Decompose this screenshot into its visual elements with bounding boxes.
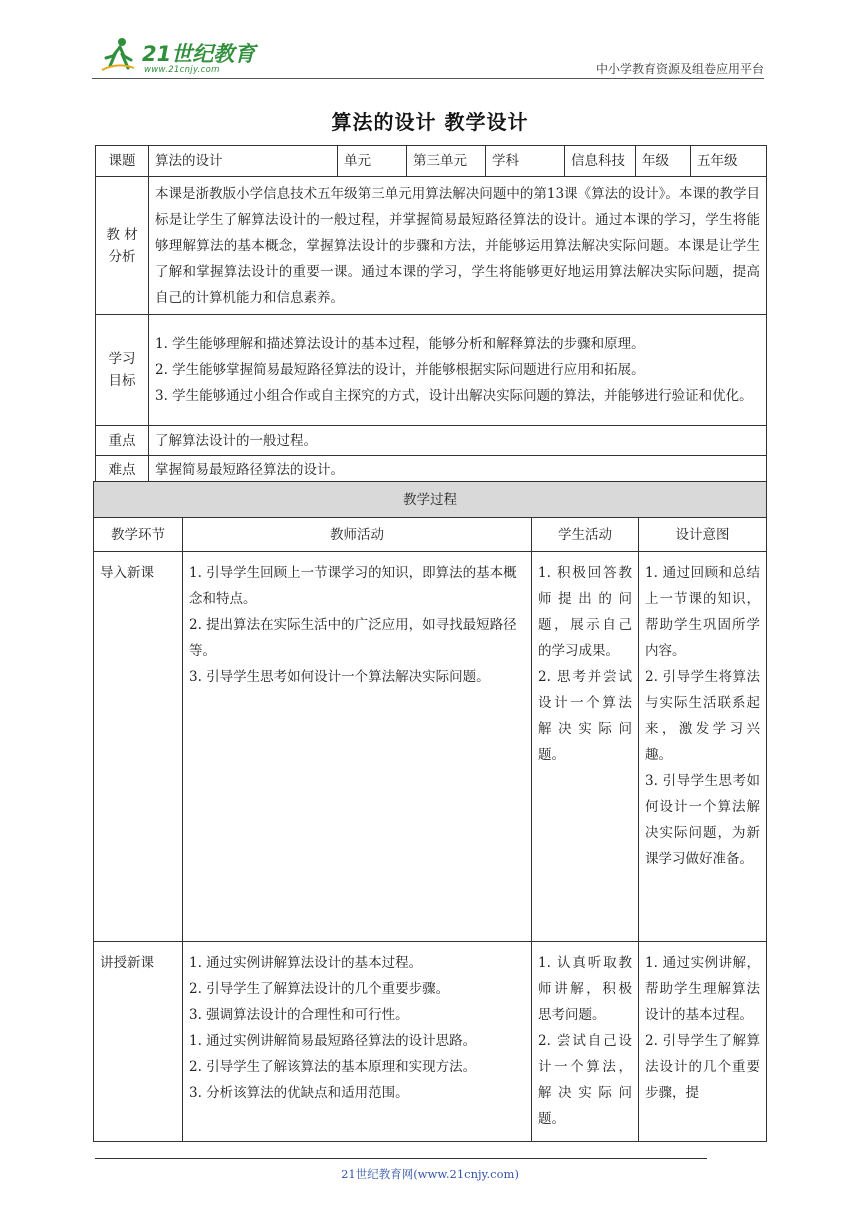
runner-logo-icon (100, 36, 136, 72)
student-item: 1. 认真听取教师讲解，积极思考问题。 (538, 955, 632, 1023)
teacher-item: 1. 通过实例讲解算法设计的基本过程。 (189, 955, 423, 971)
course-info-table (95, 145, 767, 485)
intent-item: 1. 通过回顾和总结上一节课的知识，帮助学生巩固所学内容。 (645, 565, 760, 659)
header-stage: 教学环节 (94, 518, 183, 552)
header-teacher: 教师活动 (183, 518, 532, 552)
grade-label: 年级 (636, 146, 691, 177)
student-item: 1. 积极回答教师提出的问题，展示自己的学习成果。 (538, 565, 632, 659)
analysis-text: 本课是浙教版小学信息技术五年级第三单元用算法解决问题中的第13课《算法的设计》。本课的教学目标是让学生了解算法设计的一般过程，并掌握简易最短路径算法的设计。通过本课的学习，学生将能够理解算法的基本概念，掌握算法设计的步骤和方法，并能够运用算法解决实际问题。本课是让学生了解和掌握算法设计的重要一课。通过本课的学习，学生将能够更好地运用算法解决实际问题，提高自己的计算机能力和信息素养。 (149, 177, 767, 315)
key-point-label: 重点 (96, 426, 149, 456)
stage-cell: 讲授新课 (94, 942, 183, 1142)
teacher-item: 3. 强调算法设计的合理性和可行性。 (189, 1007, 409, 1023)
goal-item: 2. 学生能够掌握简易最短路径算法的设计，并能够根据实际问题进行应用和拓展。 (155, 362, 645, 378)
student-item: 2. 思考并尝试设计一个算法解决实际问题。 (538, 669, 632, 763)
platform-name: 中小学教育资源及组卷应用平台 (595, 62, 764, 76)
footer-divider (95, 1158, 707, 1159)
page-header (92, 34, 764, 78)
page-title: 算法的设计 教学设计 (331, 110, 529, 134)
stage-cell: 导入新课 (94, 552, 183, 942)
student-cell (532, 942, 639, 1142)
process-table (93, 481, 767, 1142)
table-row (94, 552, 767, 942)
logo-text: 21世纪教育 (142, 42, 256, 66)
teacher-item: 1. 通过实例讲解简易最短路径算法的设计思路。 (189, 1033, 477, 1049)
key-point-text: 了解算法设计的一般过程。 (149, 426, 767, 456)
site-logo[interactable] (92, 34, 292, 78)
teacher-item: 3. 引导学生思考如何设计一个算法解决实际问题。 (189, 669, 490, 685)
goal-item: 1. 学生能够理解和描述算法设计的基本过程，能够分析和解释算法的步骤和原理。 (155, 336, 645, 352)
subject-value: 信息科技 (565, 146, 636, 177)
header-divider (92, 78, 764, 79)
table-row (94, 942, 767, 1142)
teacher-item: 2. 提出算法在实际生活中的广泛应用，如寻找最短路径等。 (189, 617, 517, 659)
course-label: 课题 (96, 146, 149, 177)
process-band: 教学过程 (94, 482, 767, 518)
header-student: 学生活动 (532, 518, 639, 552)
goals-label: 学习 目标 (96, 315, 149, 426)
student-item: 2. 尝试自己设计一个算法，解决实际问题。 (538, 1033, 632, 1127)
student-cell (532, 552, 639, 942)
teacher-item: 3. 分析该算法的优缺点和适用范围。 (189, 1085, 409, 1101)
teacher-cell (183, 552, 532, 942)
intent-item: 3. 引导学生思考如何设计一个算法解决实际问题，为新课学习做好准备。 (645, 773, 760, 867)
intent-item: 2. 引导学生将算法与实际生活联系起来，激发学习兴趣。 (645, 669, 760, 763)
goals-list (149, 315, 767, 426)
teacher-cell (183, 942, 532, 1142)
difficulty-label: 难点 (96, 456, 149, 485)
teacher-item: 2. 引导学生了解该算法的基本原理和实现方法。 (189, 1059, 477, 1075)
grade-value: 五年级 (691, 146, 767, 177)
logo-url: www.21cnjy.com (144, 65, 220, 75)
intent-item: 2. 引导学生了解算法设计的几个重要步骤，提 (645, 1033, 760, 1101)
unit-value: 第三单元 (407, 146, 486, 177)
analysis-label: 教 材 分析 (96, 177, 149, 315)
teacher-item: 1. 引导学生回顾上一节课学习的知识，即算法的基本概念和特点。 (189, 565, 517, 607)
header-intent: 设计意图 (639, 518, 767, 552)
intent-cell (639, 942, 767, 1142)
intent-cell (639, 552, 767, 942)
subject-label: 学科 (486, 146, 565, 177)
intent-item: 1. 通过实例讲解，帮助学生理解算法设计的基本过程。 (645, 955, 760, 1023)
footer-link[interactable]: 21世纪教育网(www.21cnjy.com) (341, 1167, 519, 1181)
teacher-item: 2. 引导学生了解算法设计的几个重要步骤。 (189, 981, 450, 997)
difficulty-text: 掌握简易最短路径算法的设计。 (149, 456, 767, 485)
course-value: 算法的设计 (149, 146, 338, 177)
unit-label: 单元 (338, 146, 407, 177)
goal-item: 3. 学生能够通过小组合作或自主探究的方式，设计出解决实际问题的算法，并能够进行验证和优化。 (155, 388, 753, 404)
